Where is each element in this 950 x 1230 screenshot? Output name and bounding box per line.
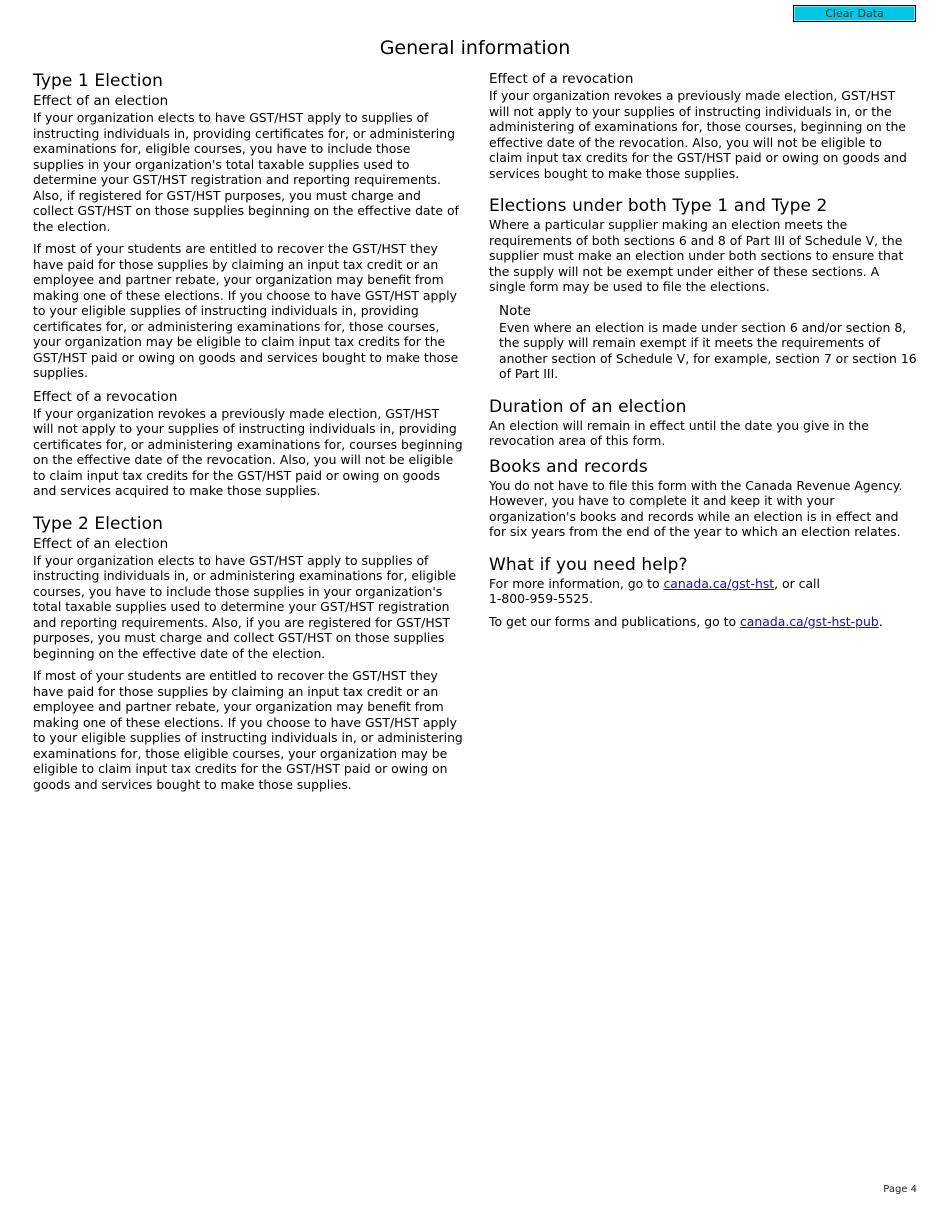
help-phone: 1-800-959-5525.: [489, 591, 594, 606]
both-elections-paragraph: Where a particular supplier making an election meets the requirements of both sections 6 and 8 of Part III of Schedule V, the supplier must make an election under both sections to ensure that the supply will not be exempt under either of these sections. A single form may be used to file the elections.: [489, 217, 904, 294]
type1-revocation-paragraph: If your organization revokes a previously made election, GST/HST will not apply to your supplies of instructing individuals in, providing certificates for, or administering examinations for, courses beginning on the effective date of the revocation. Also, you will not be eligible to claim input tax credits for the GST/HST paid or owing on goods and services acquired to make those supplies.: [33, 405, 463, 498]
gst-hst-link[interactable]: canada.ca/gst-hst: [663, 575, 775, 591]
type1-election-heading: Type 1 Election: [33, 71, 164, 91]
duration-paragraph: An election will remain in effect until the date you give in the revocation area of this form.: [489, 417, 869, 448]
both-elections-heading: Elections under both Type 1 and Type 2: [489, 196, 828, 216]
clear-data-button[interactable]: Clear Data: [793, 5, 916, 22]
revocation-heading: Effect of a revocation: [489, 71, 634, 87]
note-block: [499, 302, 919, 382]
type1-revocation-heading: Effect of a revocation: [33, 388, 178, 405]
type2-effect-paragraph-1: If your organization elects to have GST/HST apply to supplies of instructing individuals in, or administering examinations for, eligible courses, you have to include those supplies in your organization's total taxable supplies used to determine your GST/HST registration and reporting requirements. Also, if you are registered for GST/HST purposes, you must charge and collect GST/HST on those supplies beginning on the effective date of the election.: [33, 552, 457, 661]
left-column: [33, 70, 463, 792]
page-title: General information: [379, 37, 571, 59]
help-heading: What if you need help?: [489, 554, 688, 575]
type2-effect-heading: Effect of an election: [33, 535, 169, 552]
note-paragraph: Even where an election is made under section 6 and/or section 8, the supply will remain exempt if it meets the requirements of another section of Schedule V, for example, section 7 or section 16 of Part III.: [499, 319, 917, 381]
forms-text-after: .: [878, 613, 883, 629]
forms-text-before: To get our forms and publications, go to: [489, 613, 740, 629]
books-records-heading: Books and records: [489, 456, 648, 477]
help-paragraph-1: [489, 576, 919, 607]
type1-effect-heading: Effect of an election: [33, 93, 169, 109]
type1-effect-paragraph-2: If most of your students are entitled to recover the GST/HST they have paid for those supplies by claiming an input tax credit or an employee and partner rebate, your organization may benefit from making one of these elections. If you choose to have GST/HST apply to your eligible supplies of instructing individuals in, providing certificates for, or administering examinations for, those courses, your organization may be eligible to claim input tax credits for the GST/HST paid or owing on goods and services bought to make those supplies.: [33, 241, 459, 380]
help-text-before: For more information, go to: [489, 575, 664, 591]
revocation-paragraph: If your organization revokes a previously made election, GST/HST will not apply to your supplies of instructing individuals in, or the administering of examinations for, those courses, beginning on the effective date of the revocation. Also, you will not be eligible to claim input tax credits for the GST/HST paid or owing on goods and services bought to make those supplies.: [489, 88, 907, 181]
help-text-after: , or call: [774, 575, 820, 591]
books-records-paragraph: You do not have to file this form with the Canada Revenue Agency. However, you have to complete it and keep it with your organization's books and records while an election is in effect and for six years from the end of the year to which an election relates.: [489, 477, 903, 539]
help-paragraph-2: [489, 614, 919, 630]
note-heading: Note: [499, 302, 531, 319]
gst-hst-pub-link[interactable]: canada.ca/gst-hst-pub: [739, 613, 879, 629]
right-column: [489, 70, 919, 629]
duration-heading: Duration of an election: [489, 396, 687, 417]
type1-effect-paragraph-1: If your organization elects to have GST/HST apply to supplies of instructing individuals in, providing certificates for, or administering examinations for, eligible courses, you have to include those supplies in your organization's total taxable supplies used to determine your GST/HST registration and reporting requirements. Also, if registered for GST/HST purposes, you must charge and collect GST/HST on those supplies beginning on the effective date of the election.: [33, 110, 459, 234]
type2-effect-paragraph-2: If most of your students are entitled to recover the GST/HST they have paid for those supplies by claiming an input tax credit or an employee and partner rebate, your organization may benefit from making one of these elections. If you choose to have GST/HST apply to your eligible supplies of instructing individuals in, or administering examinations for, those eligible courses, your organization may be eligible to claim input tax credits for the GST/HST paid or owing on goods and services bought to make those supplies.: [33, 668, 463, 792]
page-number: Page 4: [883, 1184, 917, 1195]
type2-election-heading: Type 2 Election: [33, 513, 164, 534]
